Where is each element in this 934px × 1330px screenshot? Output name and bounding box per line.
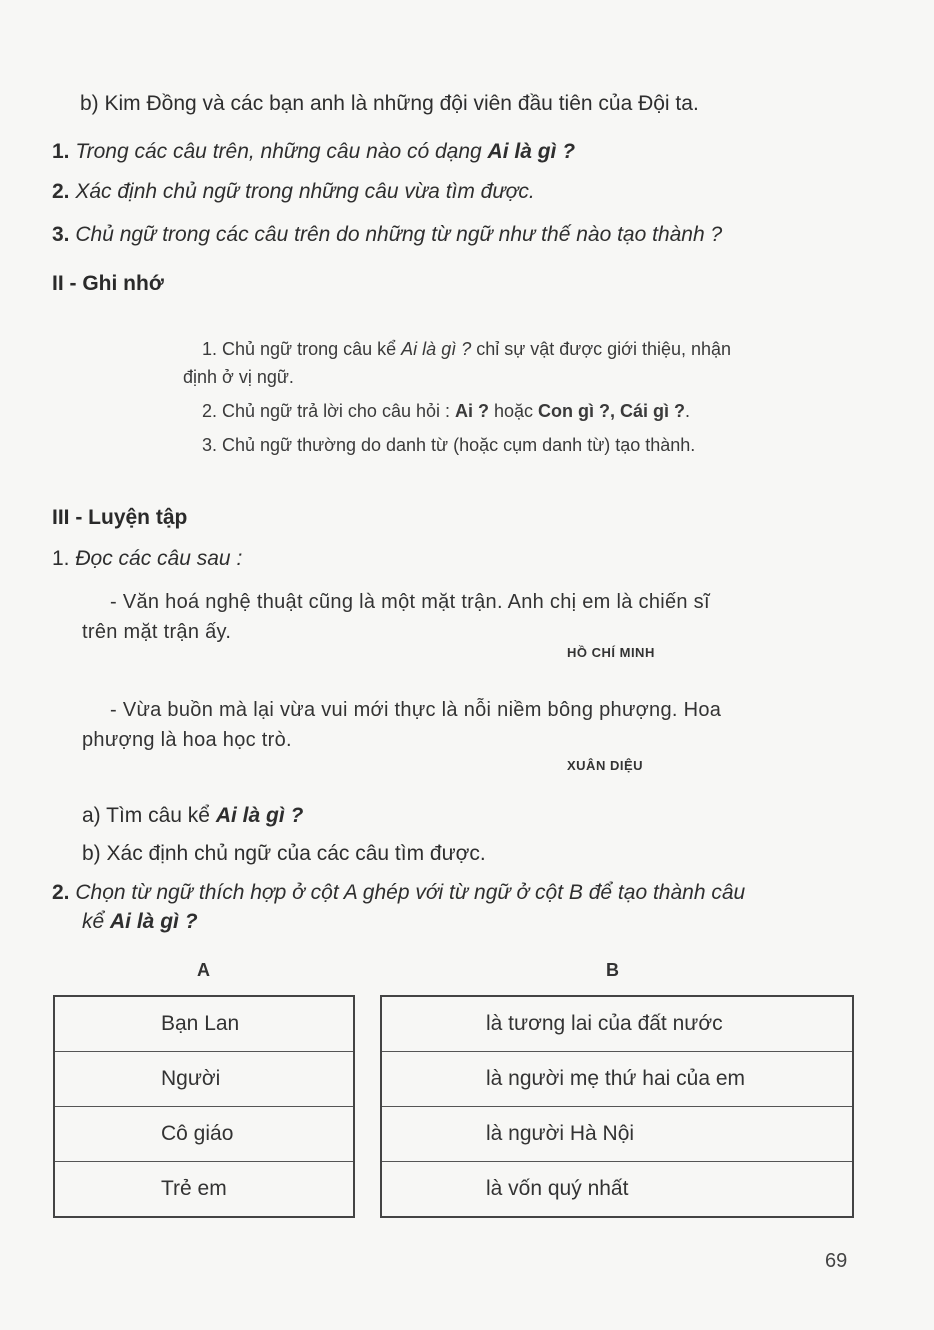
quote-2-line-2: phượng là hoa học trò. — [82, 729, 292, 751]
memo-item-2-prefix: 2. Chủ ngữ trả lời cho câu hỏi : — [202, 401, 455, 421]
column-a-cell: Cô giáo — [54, 1107, 354, 1162]
column-b-header: B — [606, 960, 619, 980]
exercise-2-line-1 — [52, 881, 745, 905]
section-ghi-nho-title: II - Ghi nhớ — [52, 272, 164, 295]
question-2 — [52, 180, 535, 204]
memo-item-1-italic: Ai là gì ? — [401, 339, 472, 359]
memo-item-3: 3. Chủ ngữ thường do danh từ (hoặc cụm danh từ) tạo thành. — [202, 435, 696, 455]
column-b-cell: là người Hà Nội — [381, 1107, 853, 1162]
question-1-number: 1. — [52, 140, 70, 163]
memo-item-1-suffix: chỉ sự vật được giới thiệu, nhận — [471, 339, 732, 359]
exercise-1-text: Đọc các câu sau : — [75, 547, 243, 570]
exercise-1-task-a — [82, 804, 303, 828]
memo-item-1 — [202, 339, 731, 360]
question-3-text: Chủ ngữ trong các câu trên do những từ ngữ như thế nào tạo thành ? — [75, 223, 723, 246]
quote-2-line-1: - Vừa buồn mà lại vừa vui mới thực là nỗi niềm bông phượng. Hoa — [110, 699, 722, 721]
column-a-table — [53, 995, 355, 1218]
exercise-1-title — [52, 547, 242, 571]
question-3 — [52, 223, 722, 247]
memo-item-2-bold-1: Ai ? — [454, 401, 489, 421]
exercise-2-line-2-bold: Ai là gì ? — [110, 910, 198, 933]
memo-item-2 — [202, 401, 690, 422]
column-b-cell: là tương lai của đất nước — [381, 996, 853, 1052]
question-3-number: 3. — [52, 223, 70, 246]
memo-item-1-prefix: 1. Chủ ngữ trong câu kể — [202, 339, 402, 359]
column-a-header: A — [197, 960, 210, 980]
quote-1-author: HỒ CHÍ MINH — [567, 645, 655, 660]
exercise-2-line-2 — [82, 910, 198, 934]
column-b-cell: là người mẹ thứ hai của em — [381, 1052, 853, 1107]
question-2-number: 2. — [52, 180, 70, 203]
exercise-1-number: 1. — [52, 547, 70, 570]
task-a-bold: Ai là gì ? — [215, 804, 304, 827]
column-a-cell: Bạn Lan — [54, 996, 354, 1052]
exercise-1-task-b: b) Xác định chủ ngữ của các câu tìm được. — [82, 842, 486, 865]
item-b-line: b) Kim Đồng và các bạn anh là những đội viên đầu tiên của Đội ta. — [80, 92, 699, 115]
exercise-2-line-2-prefix: kể — [82, 910, 111, 933]
memo-item-2-end: . — [685, 401, 691, 421]
exercise-2-text: Chọn từ ngữ thích hợp ở cột A ghép với từ ngữ ở cột B để tạo thành câu — [75, 881, 746, 904]
column-a-cell: Trẻ em — [54, 1162, 354, 1218]
question-1 — [52, 140, 575, 164]
exercise-2-number: 2. — [52, 881, 70, 904]
page-number: 69 — [825, 1250, 848, 1272]
quote-1-line-2: trên mặt trận ấy. — [82, 621, 232, 643]
memo-item-2-mid: hoặc — [488, 401, 539, 421]
section-luyen-tap-title: III - Luyện tập — [52, 506, 188, 529]
quote-1-line-1: - Văn hoá nghệ thuật cũng là một mặt trận. Anh chị em là chiến sĩ — [110, 591, 710, 613]
column-a-cell: Người — [54, 1052, 354, 1107]
question-1-text: Trong các câu trên, những câu nào có dạng — [75, 140, 488, 163]
question-2-text: Xác định chủ ngữ trong những câu vừa tìm được. — [75, 180, 535, 203]
task-a-prefix: a) Tìm câu kể — [82, 804, 216, 827]
memo-item-1-line2: định ở vị ngữ. — [183, 367, 294, 387]
memo-item-2-bold-2: Con gì ?, Cái gì ? — [538, 401, 686, 421]
column-b-table — [380, 995, 854, 1218]
column-b-cell: là vốn quý nhất — [381, 1162, 853, 1218]
question-1-bold: Ai là gì ? — [487, 140, 576, 163]
quote-2-author: XUÂN DIỆU — [567, 758, 644, 773]
